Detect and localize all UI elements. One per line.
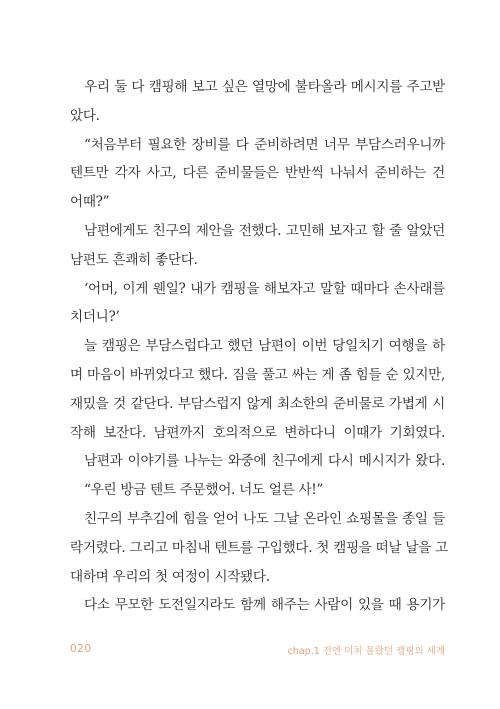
text-line: 친구의 부추김에 힘을 얻어 나도 그날 온라인 쇼핑몰을 종일 들: [84, 510, 445, 527]
body-text: [70, 73, 448, 620]
text-line: 우리 둘 다 캠핑해 보고 싶은 열망에 불타올라 메시지를 주고받: [84, 79, 445, 95]
page-number: 020: [70, 643, 92, 655]
text-line: 치더니?’: [70, 309, 120, 326]
text-line: 았다.: [70, 107, 100, 124]
text-line: “처음부터 필요한 장비를 다 준비하려면 너무 부담스러우니까: [84, 136, 445, 153]
page-footer: [70, 643, 445, 659]
text-line: 작해 보잔다. 남편까지 호의적으로 변하다니 이때가 기회였다.: [70, 424, 445, 441]
text-line: 남편에게도 친구의 제안을 전했다. 고민해 보자고 할 줄 알았던: [84, 222, 445, 239]
text-line: 남편도 흔쾌히 좋단다.: [70, 251, 198, 268]
text-line: 며 마음이 바뀌었다고 했다. 짐을 풀고 싸는 게 좀 힘들 순 있지만,: [70, 366, 445, 383]
text-line: 텐트만 각자 사고, 다른 준비물들은 반반씩 나눠서 준비하는 건: [70, 165, 445, 182]
text-line: 대하며 우리의 첫 여정이 시작됐다.: [70, 568, 270, 585]
text-line: ‘어머, 이게 웬일? 내가 캠핑을 해보자고 말할 때마다 손사래를: [84, 280, 445, 297]
text-line: 어때?”: [70, 194, 110, 211]
running-head: chap.1 전엔 미처 몰랐던 캠핑의 세계: [287, 646, 445, 657]
text-line: 다소 무모한 도전일지라도 함께 해주는 사람이 있을 때 용기가: [84, 597, 445, 614]
text-line: 락거렸다. 그리고 마침내 텐트를 구입했다. 첫 캠핑을 떠날 날을 고: [70, 539, 448, 556]
text-line: 남편과 이야기를 나누는 와중에 친구에게 다시 메시지가 왔다.: [84, 453, 445, 470]
text-line: “우린 방금 텐트 주문했어. 너도 얼른 사!”: [84, 482, 324, 499]
text-line: 재밌을 것 같단다. 부담스럽지 않게 최소한의 준비물로 가볍게 시: [70, 395, 445, 412]
text-line: 늘 캠핑은 부담스럽다고 했던 남편이 이번 당일치기 여행을 하: [84, 338, 445, 355]
